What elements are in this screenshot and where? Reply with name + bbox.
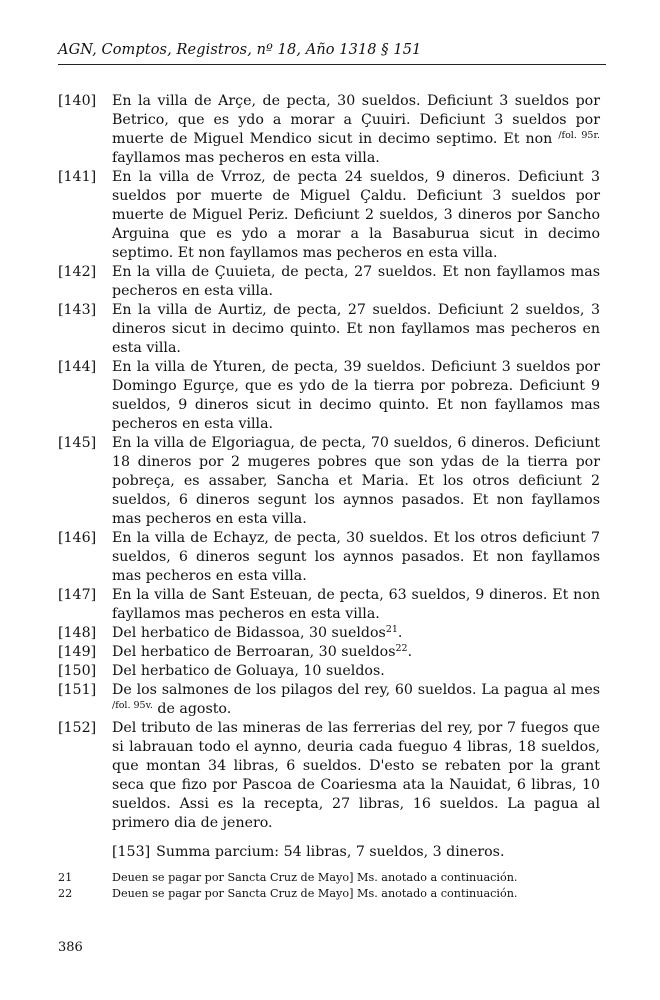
folio-marker: /fol. 95v.	[112, 700, 153, 711]
entry-144	[58, 358, 600, 434]
entry-number: [146]	[58, 530, 97, 546]
entry-148	[58, 624, 600, 643]
entry-146	[58, 529, 600, 586]
entry-text: En la villa de Çuuieta, de pecta, 27 sueldos. Et non fayllamos mas pecheros en esta villa.	[112, 264, 600, 299]
entry-number: [141]	[58, 169, 97, 185]
entry-number: [151]	[58, 682, 97, 698]
entry-text: En la villa de Vrroz, de pecta 24 sueldos, 9 dineros. Deficiunt 3 sueldos por muerte de Miguel Çaldu. Deficiunt 3 sueldos por muerte de Miguel Periz. Deficiunt 2 sueldos, 3 dineros por Sancho Arguina que es ydo a morar a la Basaburua sicut in decimo septimo. Et non fayllamos mas pecheros en esta villa.	[112, 169, 600, 261]
entry-number: [150]	[58, 663, 97, 679]
entry-150	[58, 662, 600, 681]
entry-text: Del herbatico de Goluaya, 10 sueldos.	[112, 663, 385, 679]
entry-142	[58, 263, 600, 301]
entry-143	[58, 301, 600, 358]
entry-text: En la villa de Elgoriagua, de pecta, 70 sueldos, 6 dineros. Deficiunt 18 dineros por 2 mugeres pobres que son ydas de la tierra por pobreça, es assaber, Sancha et Maria. Et los otros deficiunt 2 sueldos, 6 dineros segunt los aynnos pasados. Et non fayllamos mas pecheros en esta villa.	[112, 435, 600, 527]
entry-145	[58, 434, 600, 529]
entry-153-summa	[58, 843, 600, 862]
entry-number: [145]	[58, 435, 97, 451]
entry-147	[58, 586, 600, 624]
entry-text: Del herbatico de Berroaran, 30 sueldos$^{22}$.	[112, 643, 413, 660]
main-text	[58, 92, 600, 862]
entry-152	[58, 719, 600, 833]
entry-text: En la villa de Aurtiz, de pecta, 27 sueldos. Deficiunt 2 sueldos, 3 dineros sicut in decimo quinto. Et non fayllamos mas pecheros en esta villa.	[112, 302, 600, 356]
footnote	[58, 886, 606, 902]
footnote-text: Deuen se pagar por Sancta Cruz de Mayo] Ms. anotado a continuación.	[112, 887, 518, 900]
entry-number: [147]	[58, 587, 97, 603]
entry-number: [152]	[58, 720, 97, 736]
footnote-text: Deuen se pagar por Sancta Cruz de Mayo] Ms. anotado a continuación.	[112, 871, 518, 884]
entry-text: Del herbatico de Bidassoa, 30 sueldos$^{21}$.	[112, 624, 403, 641]
entry-number: [148]	[58, 625, 97, 641]
entry-141	[58, 168, 600, 263]
entry-text: En la villa de Yturen, de pecta, 39 sueldos. Deficiunt 3 sueldos por Domingo Egurçe, que es ydo de la tierra por pobreza. Deficiunt 9 sueldos, 9 dineros sicut in decimo quinto. Et non fayllamos mas pecheros en esta villa.	[112, 359, 600, 432]
entry-text: En la villa de Sant Esteuan, de pecta, 63 sueldos, 9 dineros. Et non fayllamos mas pecheros en esta villa.	[112, 587, 600, 622]
summa-text: Summa parcium: 54 libras, 7 sueldos, 3 dineros.	[156, 844, 505, 860]
entry-149	[58, 643, 600, 662]
entry-140	[58, 92, 600, 168]
footnote-number: 22	[58, 887, 73, 900]
footnotes	[58, 870, 606, 902]
entry-number: [153]	[112, 844, 151, 860]
entry-number: [149]	[58, 644, 97, 660]
entry-text: En la villa de Arçe, de pecta, 30 sueldos. Deficiunt 3 sueldos por Betrico, que es ydo a morar a Çuuiri. Deficiunt 3 sueldos por muerte de Miguel Mendico sicut in decimo septimo. Et non $^{/fol. 95r.}$ fayllamos mas pecheros en esta villa.	[112, 93, 600, 166]
running-head: AGN, Comptos, Registros, nº 18, Año 1318 § 151	[58, 42, 422, 58]
entry-text: En la villa de Echayz, de pecta, 30 sueldos. Et los otros deficiunt 7 sueldos, 6 dineros segunt los aynnos pasados. Et non fayllamos mas pecheros en esta villa.	[112, 530, 600, 584]
page-number: 386	[58, 940, 83, 955]
entry-number: [140]	[58, 93, 97, 109]
footnote-ref: 21	[385, 624, 398, 635]
entry-text: Del tributo de las mineras de las ferrerias del rey, por 7 fuegos que si labrauan todo el aynno, deuria cada fueguo 4 libras, 18 sueldos, que montan 34 libras, 6 sueldos. D'esto se rebaten por la grant seca que fizo por Pascoa de Coariesma ata la Nauidat, 6 libras, 10 sueldos. Assi es la recepta, 27 libras, 16 sueldos. La pagua al primero dia de jenero.	[112, 720, 600, 831]
footnote-number: 21	[58, 871, 73, 884]
entry-number: [142]	[58, 264, 97, 280]
header-rule	[58, 64, 606, 65]
entry-number: [144]	[58, 359, 97, 375]
footnote	[58, 870, 606, 886]
folio-marker: /fol. 95r.	[558, 130, 600, 141]
entry-number: [143]	[58, 302, 97, 318]
entry-151	[58, 681, 600, 719]
entry-text: De los salmones de los pilagos del rey, 60 sueldos. La pagua al mes $^{/fol. 95v.}$ de agosto.	[112, 682, 600, 717]
footnote-ref: 22	[395, 643, 408, 654]
